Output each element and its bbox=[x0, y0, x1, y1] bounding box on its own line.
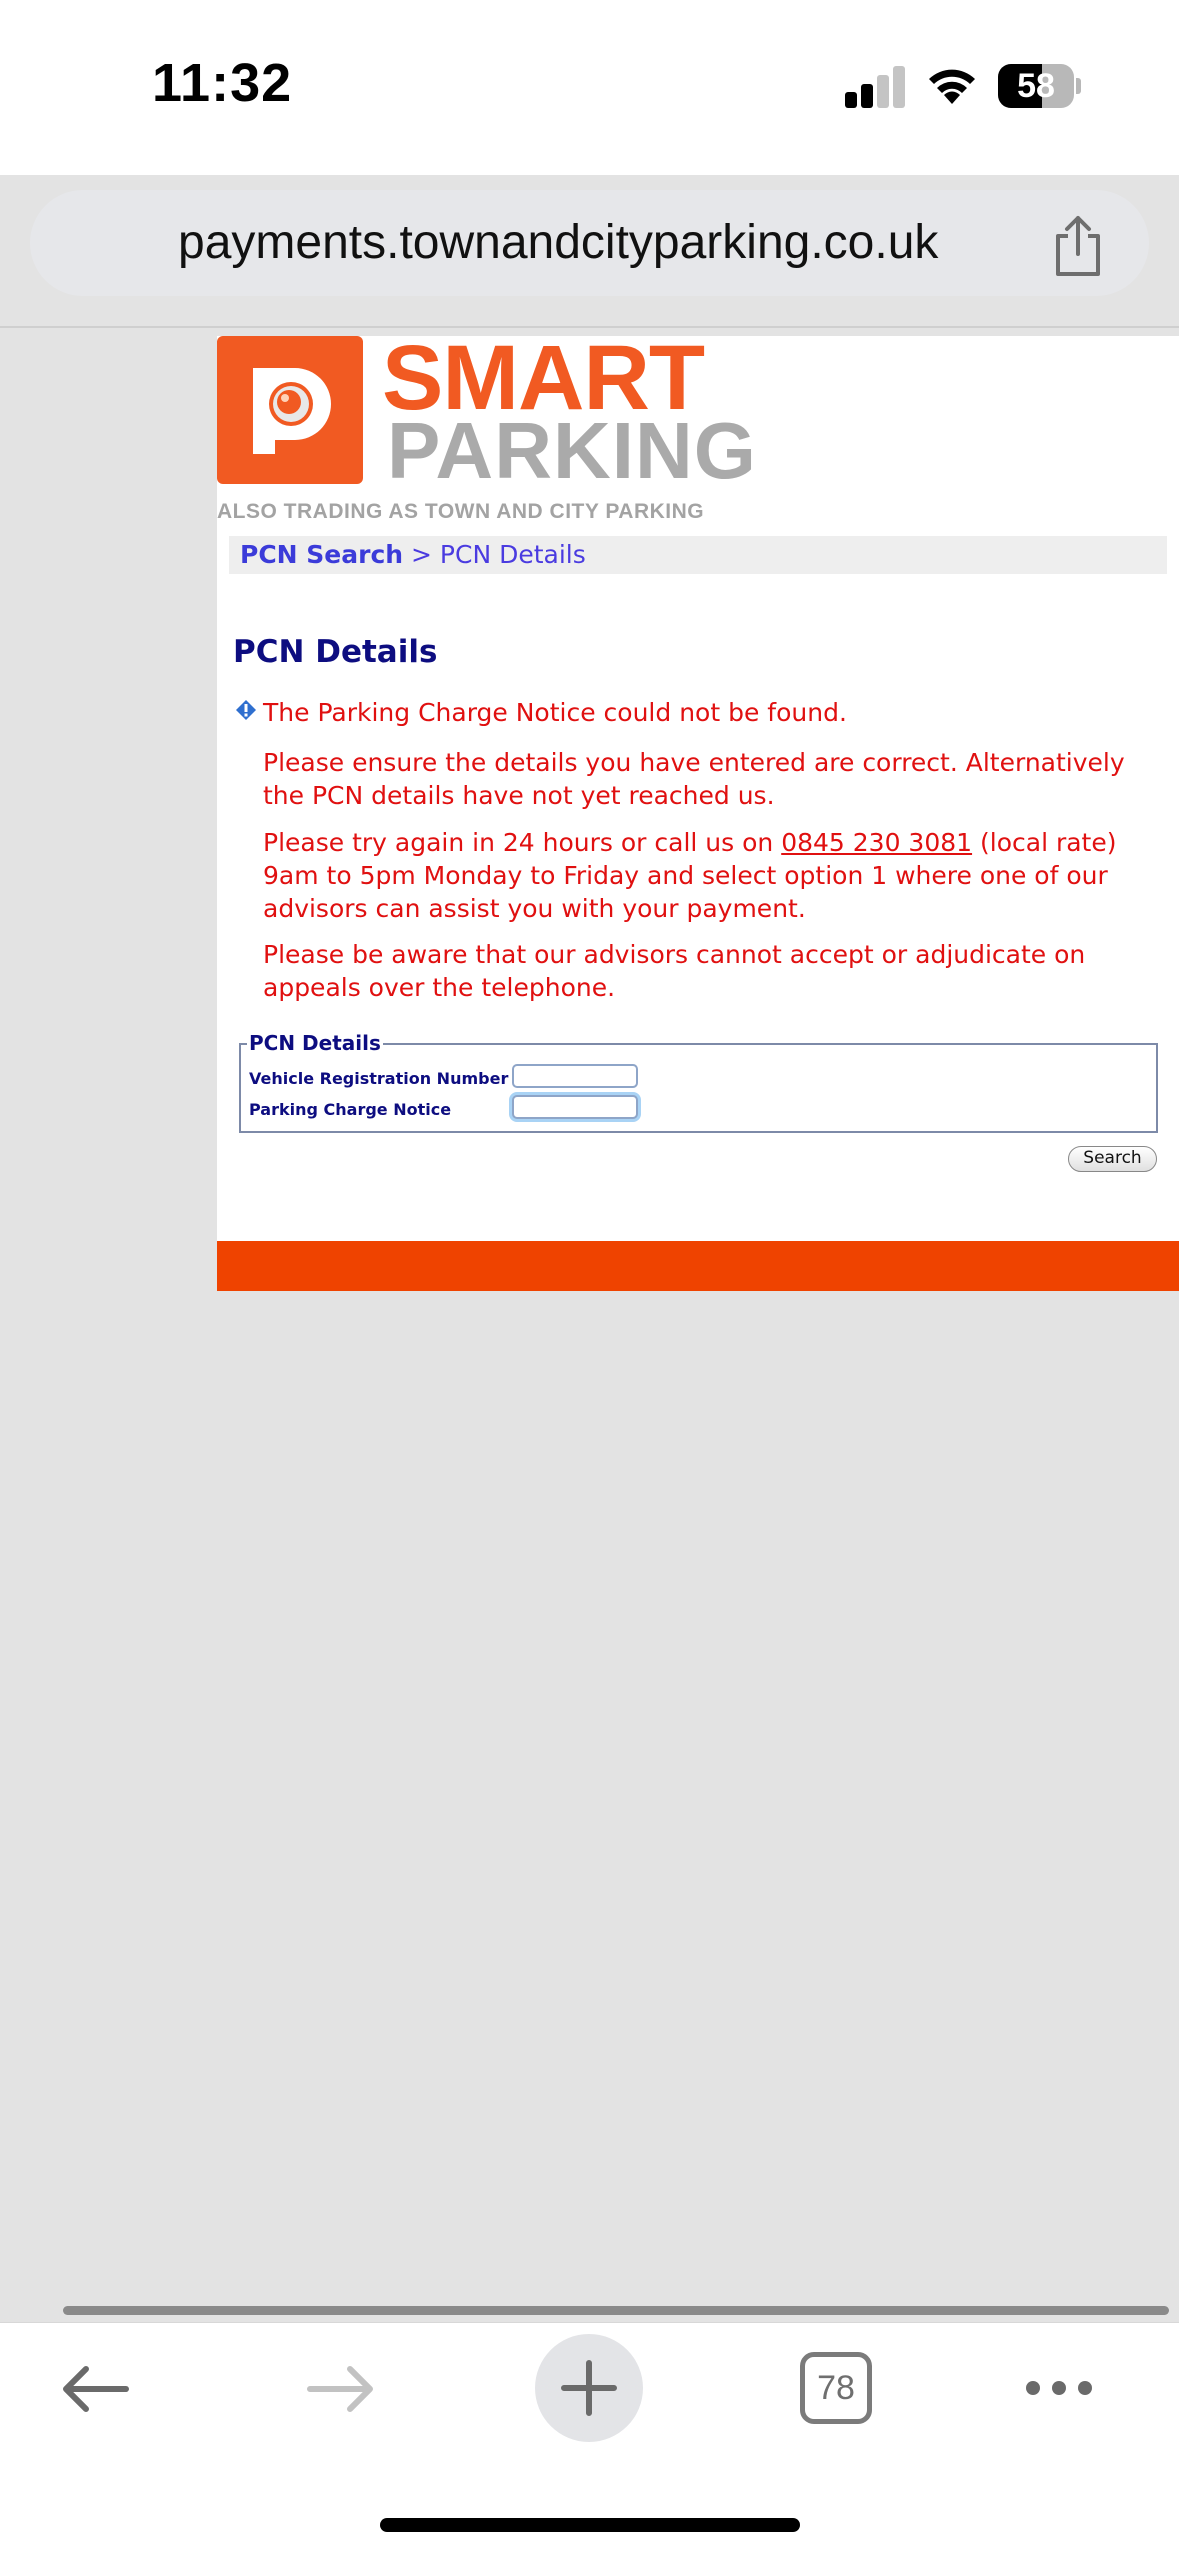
page-title: PCN Details bbox=[233, 634, 438, 670]
error-message-check-details: Please ensure the details you have entered are correct. Alternatively the PCN details have not yet reached us. bbox=[263, 748, 1125, 810]
home-indicator bbox=[380, 2518, 800, 2532]
call-us-text: Please try again in 24 hours or call us on bbox=[263, 828, 782, 857]
breadcrumb bbox=[229, 536, 1167, 574]
plus-icon bbox=[560, 2359, 618, 2417]
fieldset-legend: PCN Details bbox=[249, 1031, 381, 1055]
logo-parking-text: PARKING bbox=[387, 406, 757, 495]
share-icon[interactable] bbox=[1050, 214, 1106, 278]
cellular-signal-icon bbox=[845, 64, 905, 108]
error-message-call-us bbox=[263, 826, 1163, 925]
smart-parking-logo[interactable] bbox=[217, 327, 757, 526]
vehicle-registration-input[interactable] bbox=[512, 1064, 638, 1088]
url-text: payments.townandcityparking.co.uk bbox=[178, 216, 939, 269]
status-bar bbox=[0, 0, 1179, 175]
web-page bbox=[217, 327, 1179, 1291]
more-options-icon[interactable] bbox=[1023, 2376, 1095, 2400]
breadcrumb-pcn-search-link[interactable]: PCN Search bbox=[240, 540, 404, 569]
wifi-icon bbox=[925, 60, 979, 106]
parking-charge-notice-label: Parking Charge Notice bbox=[249, 1100, 452, 1119]
horizontal-scrollbar[interactable] bbox=[63, 2306, 1169, 2315]
parking-charge-notice-input[interactable] bbox=[512, 1095, 638, 1119]
phone-link[interactable]: 0845 230 3081 bbox=[781, 828, 973, 857]
back-arrow-icon[interactable] bbox=[60, 2364, 130, 2414]
status-time: 11:32 bbox=[152, 53, 293, 113]
battery-percent: 58 bbox=[1017, 67, 1055, 105]
info-icon bbox=[235, 699, 257, 721]
search-button[interactable]: Search bbox=[1068, 1146, 1157, 1172]
battery-icon bbox=[998, 64, 1080, 108]
footer-band bbox=[217, 1241, 1179, 1291]
tab-switcher-button[interactable]: 78 bbox=[800, 2352, 872, 2424]
logo-tagline: ALSO TRADING AS TOWN AND CITY PARKING bbox=[217, 500, 705, 523]
breadcrumb-separator: > bbox=[403, 540, 440, 569]
address-bar[interactable] bbox=[30, 190, 1149, 296]
logo-p-mark bbox=[217, 336, 363, 484]
forward-arrow-icon[interactable] bbox=[306, 2364, 376, 2414]
breadcrumb-current: PCN Details bbox=[439, 540, 586, 569]
call-us-hours-text: (local rate) 9am to 5pm Monday to Friday and select option 1 where one of our advisors can assist you with your payment. bbox=[263, 828, 1117, 923]
error-message-appeals: Please be aware that our advisors cannot accept or adjudicate on appeals over the telephone. bbox=[263, 940, 1086, 1002]
pcn-details-fieldset bbox=[239, 1031, 1158, 1133]
new-tab-button[interactable] bbox=[535, 2334, 643, 2442]
logo-smart-text: SMART bbox=[382, 327, 705, 429]
vehicle-registration-label: Vehicle Registration Number bbox=[249, 1069, 509, 1088]
error-message-not-found: The Parking Charge Notice could not be found. bbox=[263, 698, 847, 727]
logo-p-icon bbox=[253, 368, 331, 454]
